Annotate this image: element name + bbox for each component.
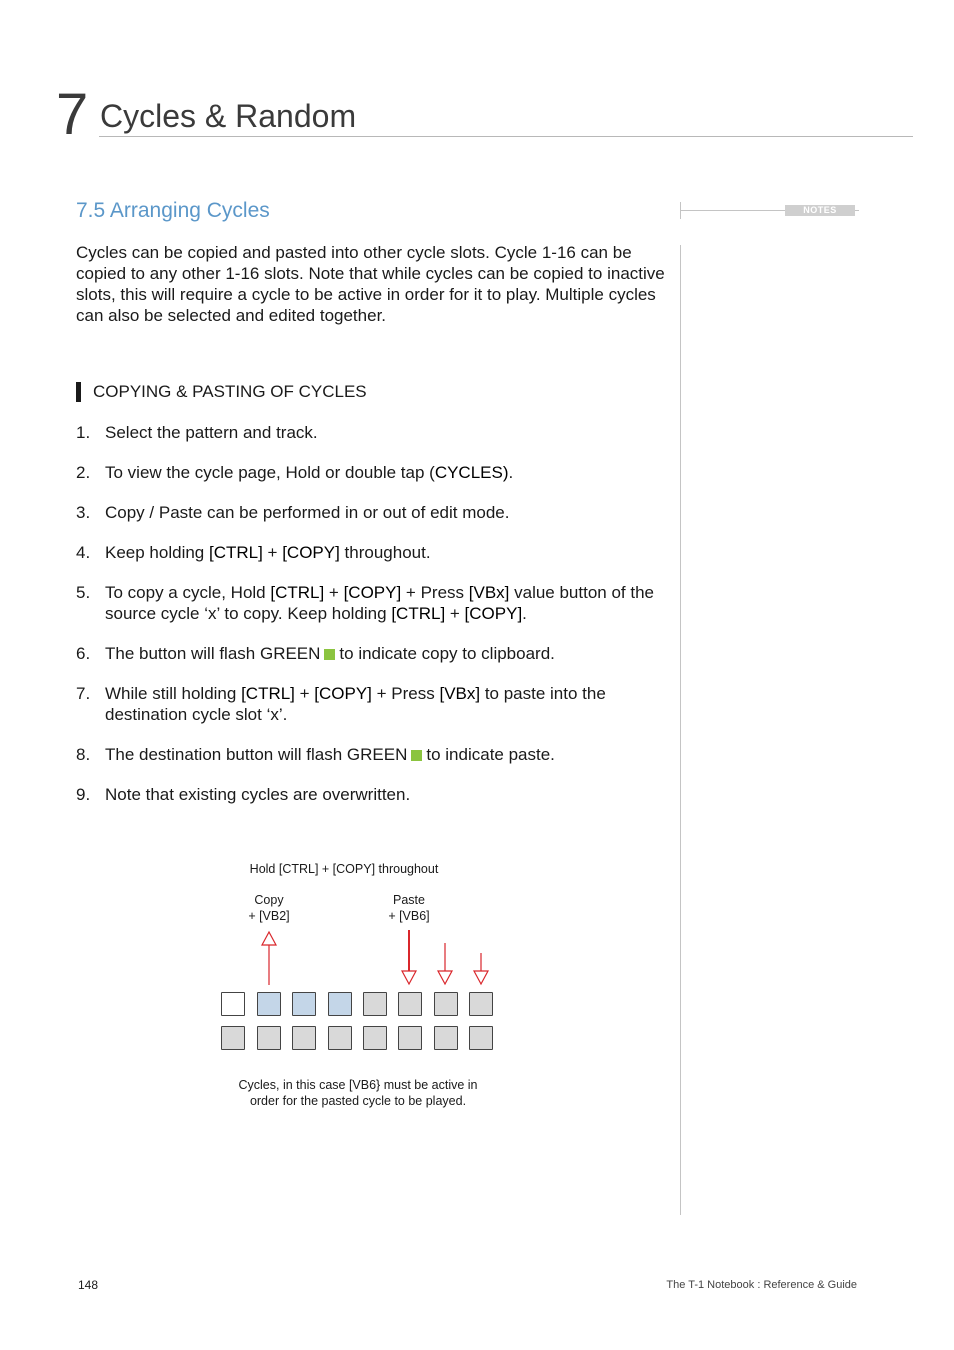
step-number: 3. [76, 503, 91, 522]
step-number: 2. [76, 463, 91, 482]
green-square-icon [411, 750, 422, 761]
subheading: COPYING & PASTING OF CYCLES [93, 382, 367, 401]
diagram-caption: Cycles, in this case [VB6} must be active in order for the pasted cycle to be played. [238, 1078, 478, 1108]
arrow-down-icon [474, 971, 488, 984]
step-text: Keep holding [CTRL] + [COPY] throughout. [105, 543, 431, 562]
key-label: CYCLES) [434, 463, 509, 482]
step-text: The button will flash GREEN to indicate copy to clipboard. [105, 644, 555, 663]
step-text: The destination button will flash GREEN to indicate paste. [105, 745, 555, 764]
value-button-vb10[interactable] [257, 1026, 281, 1050]
value-button-vb6[interactable] [398, 992, 422, 1016]
step-text: To copy a cycle, Hold [CTRL] + [COPY] + Press [VBx] value button of the source cycle ‘x’ to copy. Keep holding [CTRL] + [COPY]. [105, 583, 654, 623]
step-8 [76, 744, 666, 765]
value-button-vb2[interactable] [257, 992, 281, 1016]
footer-title: The T-1 Notebook : Reference & Guide [666, 1279, 857, 1291]
arrow-down-icon [438, 971, 452, 984]
step-number: 9. [76, 785, 91, 804]
value-button-vb8[interactable] [469, 992, 493, 1016]
step-number: 7. [76, 684, 91, 703]
chapter-title: Cycles & Random [100, 98, 357, 134]
step-text: Note that existing cycles are overwritten. [105, 785, 411, 804]
step-number: 1. [76, 423, 91, 442]
notes-margin-line [680, 245, 681, 1215]
diagram-copy-label: Copy + [VB2] [248, 893, 290, 923]
step-6 [76, 643, 666, 664]
paste-arrow-down-icon [402, 971, 416, 984]
chapter-number: 7 [56, 82, 89, 147]
value-button-vb9[interactable] [221, 1026, 245, 1050]
diagram-paste-label: Paste + [VB6] [388, 893, 430, 923]
intro-paragraph: Cycles can be copied and pasted into other cycle slots. Cycle 1-16 can be copied to any other 1-16 slots. Note that while cycles can be copied to inactive slots, this will require a cycle to be active in order for it to play. Multiple cycles can also be selected and edited together. [76, 243, 665, 325]
value-button-vb11[interactable] [292, 1026, 316, 1050]
value-button-vb7[interactable] [434, 992, 458, 1016]
subheading-bar [76, 382, 81, 402]
notes-tick-right [855, 210, 859, 211]
copy-arrow-up-icon [262, 932, 276, 945]
step-text: To view the cycle page, Hold or double tap (CYCLES). [105, 463, 514, 482]
step-text: While still holding [CTRL] + [COPY] + Press [VBx] to paste into the destination cycle slot ‘x’. [105, 684, 606, 724]
value-button-vb4[interactable] [328, 992, 352, 1016]
step-number: 5. [76, 583, 91, 602]
value-button-vb16[interactable] [469, 1026, 493, 1050]
notes-badge: NOTES [785, 205, 855, 216]
step-number: 8. [76, 745, 91, 764]
diagram-arrows [250, 925, 500, 990]
value-button-vb1[interactable] [221, 992, 245, 1016]
step-4 [76, 542, 666, 563]
value-button-vb13[interactable] [363, 1026, 387, 1050]
step-number: 6. [76, 644, 91, 663]
step-number: 4. [76, 543, 91, 562]
value-button-vb5[interactable] [363, 992, 387, 1016]
value-button-vb15[interactable] [434, 1026, 458, 1050]
step-1 [76, 422, 666, 443]
step-text: Copy / Paste can be performed in or out of edit mode. [105, 503, 510, 522]
green-square-icon [324, 649, 335, 660]
step-7 [76, 683, 666, 725]
diagram-hold-label: Hold [CTRL] + [COPY] throughout [249, 862, 439, 876]
step-9 [76, 784, 666, 805]
value-button-vb12[interactable] [328, 1026, 352, 1050]
step-2 [76, 462, 666, 483]
chapter-rule [99, 136, 913, 137]
page-number: 148 [78, 1278, 99, 1292]
section-title: 7.5 Arranging Cycles [76, 199, 270, 222]
step-3 [76, 502, 666, 523]
step-5 [76, 582, 666, 624]
value-button-vb14[interactable] [398, 1026, 422, 1050]
value-button-vb3[interactable] [292, 992, 316, 1016]
step-text: Select the pattern and track. [105, 423, 318, 442]
